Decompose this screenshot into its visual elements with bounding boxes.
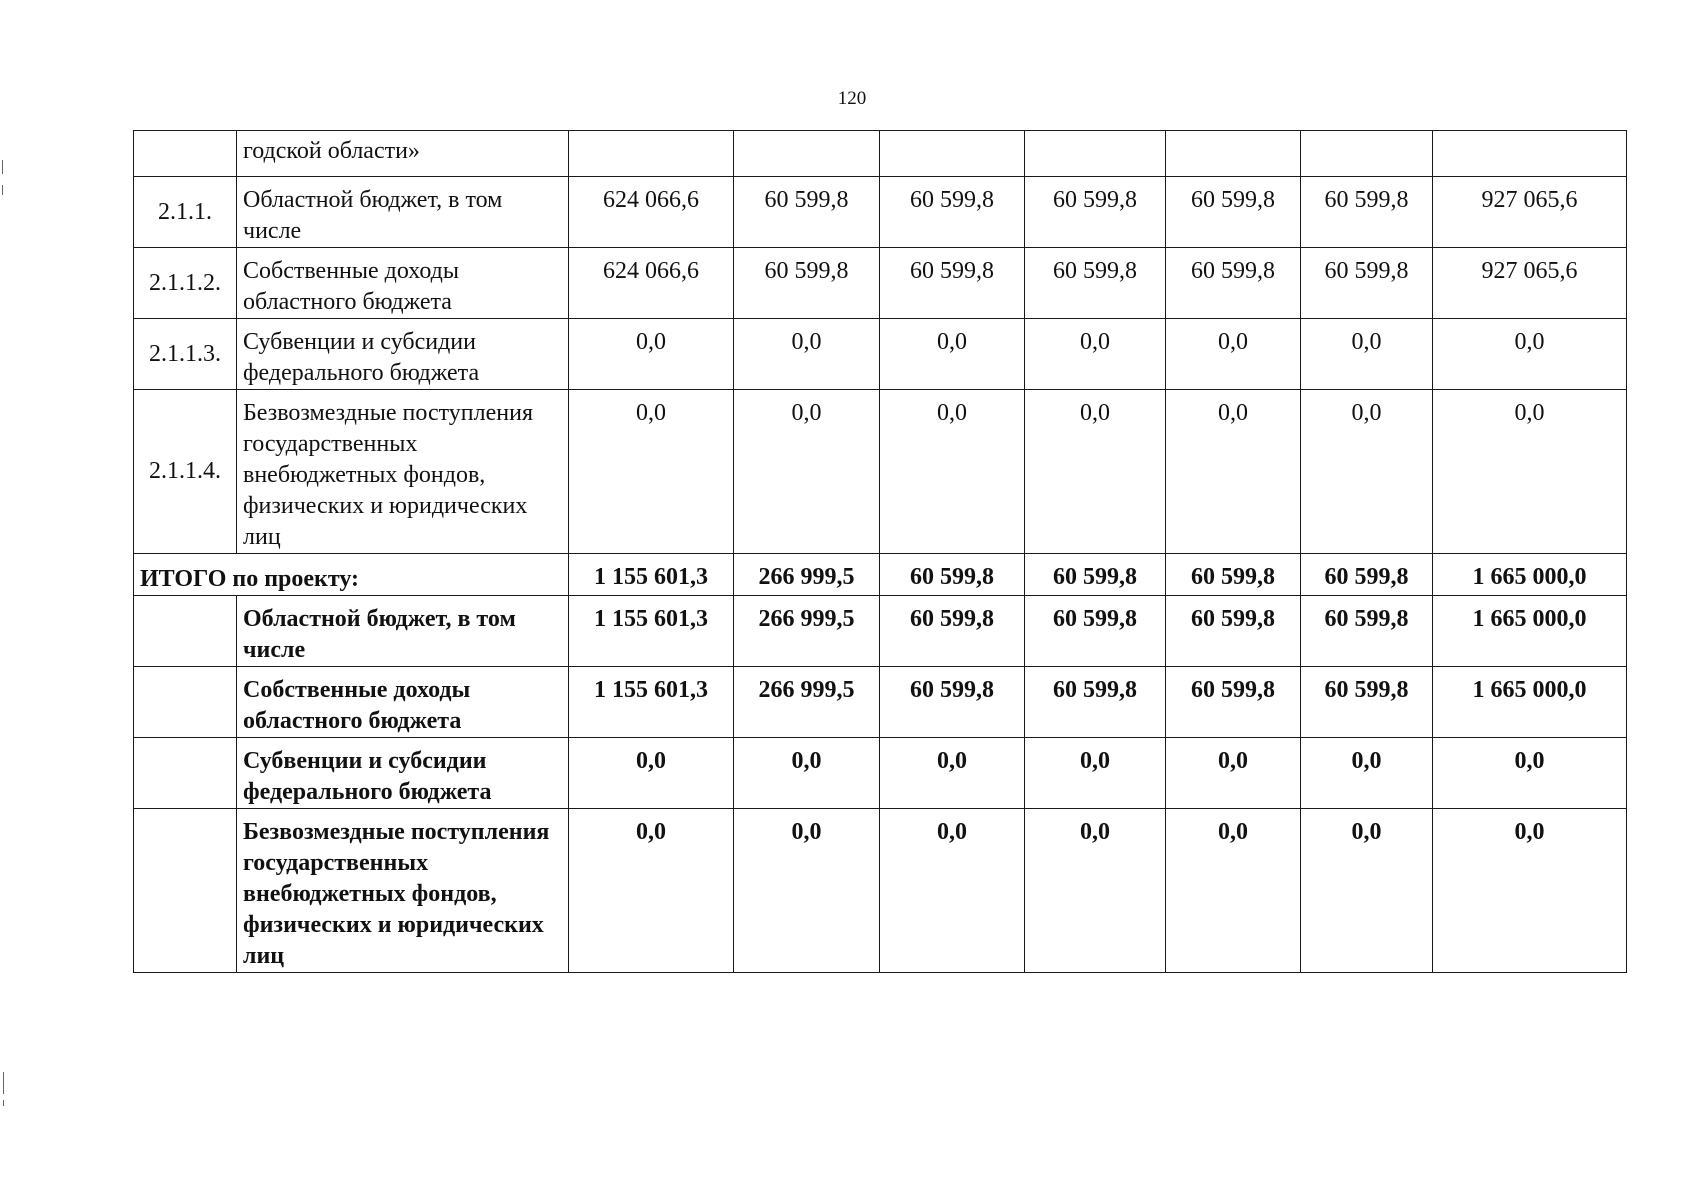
value-cell: 0,0 bbox=[880, 390, 1025, 554]
value-cell: 0,0 bbox=[734, 390, 880, 554]
value-cell bbox=[1166, 131, 1301, 177]
value-cell: 60 599,8 bbox=[1301, 596, 1433, 667]
row-code: 2.1.1. bbox=[134, 177, 237, 248]
value-cell bbox=[1025, 131, 1166, 177]
total-value-cell: 1 155 601,3 bbox=[569, 554, 734, 596]
value-cell: 0,0 bbox=[1433, 738, 1627, 809]
value-cell: 60 599,8 bbox=[1166, 177, 1301, 248]
value-cell: 0,0 bbox=[569, 390, 734, 554]
value-cell: 0,0 bbox=[1025, 390, 1166, 554]
table-row bbox=[134, 667, 1627, 738]
value-cell: 0,0 bbox=[1025, 319, 1166, 390]
row-code: 2.1.1.2. bbox=[134, 248, 237, 319]
row-code: 2.1.1.3. bbox=[134, 319, 237, 390]
total-value-cell: 60 599,8 bbox=[1166, 554, 1301, 596]
row-label: Безвозмездные поступления государственных внебюджетных фондов, физических и юридических лиц bbox=[237, 390, 569, 554]
value-cell: 0,0 bbox=[569, 319, 734, 390]
value-cell: 60 599,8 bbox=[1025, 667, 1166, 738]
value-cell: 1 665 000,0 bbox=[1433, 596, 1627, 667]
table-row bbox=[134, 131, 1627, 177]
value-cell: 0,0 bbox=[734, 738, 880, 809]
scan-mark bbox=[2, 160, 3, 174]
value-cell: 0,0 bbox=[1301, 390, 1433, 554]
scan-mark bbox=[3, 1100, 4, 1106]
total-row bbox=[134, 554, 1627, 596]
value-cell: 624 066,6 bbox=[569, 177, 734, 248]
value-cell: 60 599,8 bbox=[1301, 667, 1433, 738]
table-row bbox=[134, 738, 1627, 809]
value-cell: 0,0 bbox=[734, 319, 880, 390]
budget-table bbox=[133, 130, 1627, 973]
row-label: Безвозмездные поступления государственных внебюджетных фондов, физических и юридических лиц bbox=[237, 809, 569, 973]
row-code: 2.1.1.4. bbox=[134, 390, 237, 554]
scan-mark bbox=[3, 1072, 4, 1094]
value-cell: 0,0 bbox=[1433, 390, 1627, 554]
value-cell bbox=[880, 131, 1025, 177]
table-row bbox=[134, 596, 1627, 667]
value-cell: 624 066,6 bbox=[569, 248, 734, 319]
value-cell: 0,0 bbox=[1166, 738, 1301, 809]
value-cell bbox=[734, 131, 880, 177]
value-cell: 60 599,8 bbox=[1025, 596, 1166, 667]
row-label: Субвенции и субсидии федерального бюджета bbox=[237, 319, 569, 390]
value-cell: 266 999,5 bbox=[734, 667, 880, 738]
value-cell: 60 599,8 bbox=[880, 248, 1025, 319]
value-cell: 1 155 601,3 bbox=[569, 667, 734, 738]
value-cell: 0,0 bbox=[1025, 738, 1166, 809]
value-cell: 60 599,8 bbox=[1166, 248, 1301, 319]
value-cell bbox=[569, 131, 734, 177]
row-label: Собственные доходы областного бюджета bbox=[237, 667, 569, 738]
value-cell: 0,0 bbox=[569, 809, 734, 973]
value-cell: 0,0 bbox=[1166, 390, 1301, 554]
code-cell bbox=[134, 596, 237, 667]
value-cell: 0,0 bbox=[880, 809, 1025, 973]
value-cell: 60 599,8 bbox=[734, 177, 880, 248]
value-cell: 60 599,8 bbox=[1166, 667, 1301, 738]
value-cell: 60 599,8 bbox=[880, 177, 1025, 248]
code-cell bbox=[134, 131, 237, 177]
total-label: ИТОГО по проекту: bbox=[134, 554, 569, 596]
row-label: годской области» bbox=[237, 131, 569, 177]
page-number: 120 bbox=[837, 88, 867, 109]
table-row bbox=[134, 390, 1627, 554]
total-value-cell: 266 999,5 bbox=[734, 554, 880, 596]
total-value-cell: 60 599,8 bbox=[1301, 554, 1433, 596]
value-cell: 0,0 bbox=[880, 319, 1025, 390]
row-label: Областной бюджет, в том числе bbox=[237, 596, 569, 667]
table-row bbox=[134, 248, 1627, 319]
value-cell bbox=[1301, 131, 1433, 177]
value-cell: 60 599,8 bbox=[1301, 248, 1433, 319]
row-label: Субвенции и субсидии федерального бюджета bbox=[237, 738, 569, 809]
table-row bbox=[134, 809, 1627, 973]
total-value-cell: 60 599,8 bbox=[880, 554, 1025, 596]
value-cell: 0,0 bbox=[1301, 809, 1433, 973]
total-value-cell: 60 599,8 bbox=[1025, 554, 1166, 596]
value-cell: 60 599,8 bbox=[1025, 248, 1166, 319]
table-row bbox=[134, 319, 1627, 390]
value-cell: 0,0 bbox=[569, 738, 734, 809]
value-cell: 60 599,8 bbox=[1166, 596, 1301, 667]
code-cell bbox=[134, 809, 237, 973]
value-cell bbox=[1433, 131, 1627, 177]
code-cell bbox=[134, 667, 237, 738]
value-cell: 927 065,6 bbox=[1433, 177, 1627, 248]
value-cell: 0,0 bbox=[1166, 809, 1301, 973]
value-cell: 0,0 bbox=[734, 809, 880, 973]
scan-mark bbox=[2, 185, 3, 195]
value-cell: 0,0 bbox=[1166, 319, 1301, 390]
row-label: Собственные доходы областного бюджета bbox=[237, 248, 569, 319]
value-cell: 0,0 bbox=[1433, 319, 1627, 390]
code-cell bbox=[134, 738, 237, 809]
value-cell: 0,0 bbox=[1301, 738, 1433, 809]
value-cell: 60 599,8 bbox=[734, 248, 880, 319]
value-cell: 60 599,8 bbox=[1301, 177, 1433, 248]
value-cell: 0,0 bbox=[1025, 809, 1166, 973]
value-cell: 0,0 bbox=[1433, 809, 1627, 973]
row-label: Областной бюджет, в том числе bbox=[237, 177, 569, 248]
value-cell: 60 599,8 bbox=[880, 667, 1025, 738]
value-cell: 927 065,6 bbox=[1433, 248, 1627, 319]
value-cell: 266 999,5 bbox=[734, 596, 880, 667]
table-row bbox=[134, 177, 1627, 248]
value-cell: 0,0 bbox=[880, 738, 1025, 809]
value-cell: 60 599,8 bbox=[880, 596, 1025, 667]
value-cell: 1 155 601,3 bbox=[569, 596, 734, 667]
value-cell: 1 665 000,0 bbox=[1433, 667, 1627, 738]
value-cell: 0,0 bbox=[1301, 319, 1433, 390]
total-value-cell: 1 665 000,0 bbox=[1433, 554, 1627, 596]
value-cell: 60 599,8 bbox=[1025, 177, 1166, 248]
